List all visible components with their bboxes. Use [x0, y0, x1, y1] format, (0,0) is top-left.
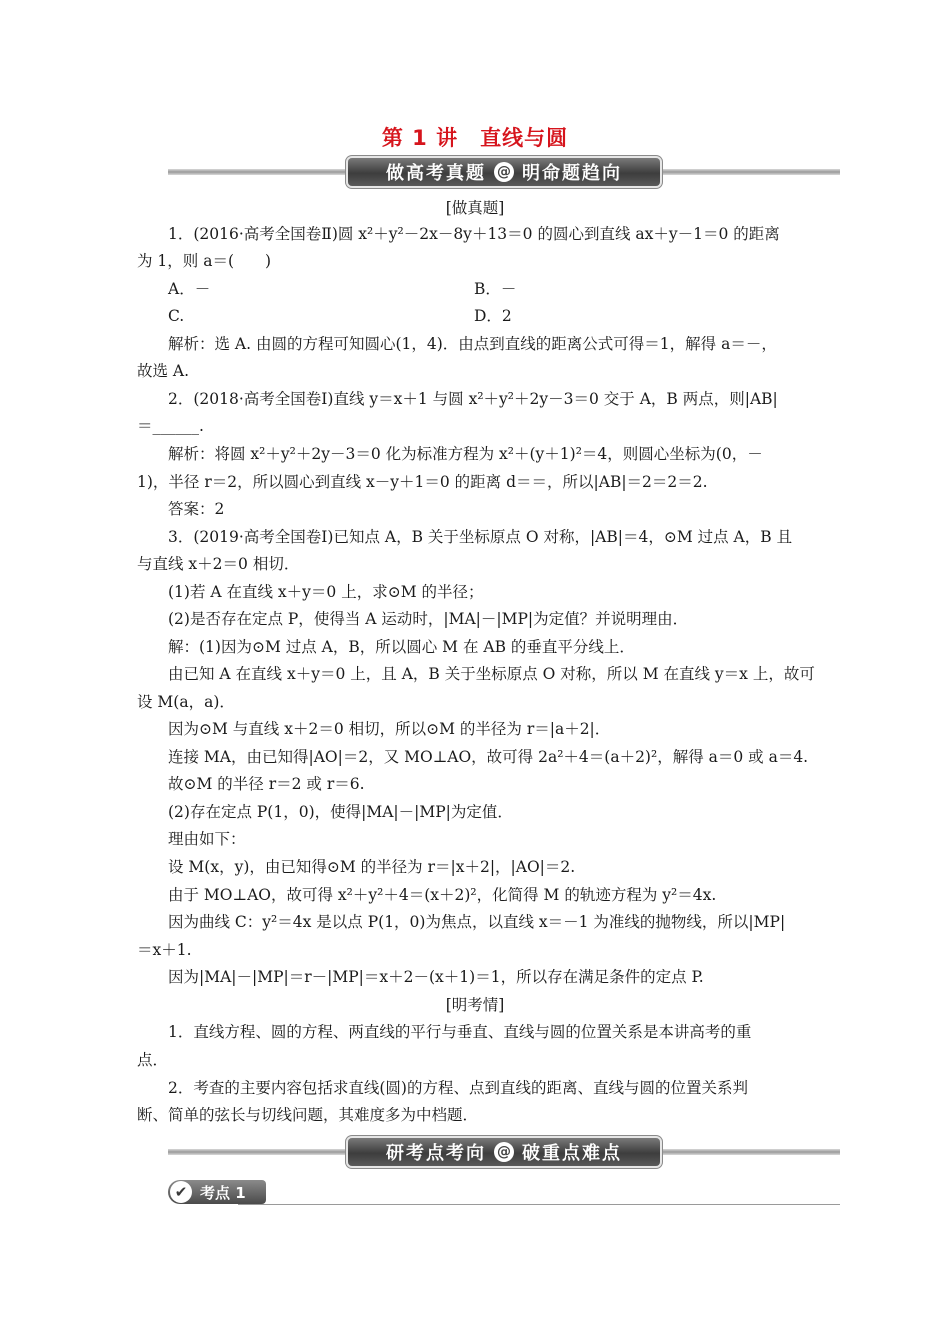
banner-left-text: 做高考真题: [386, 163, 486, 184]
text-line: 故⊙M 的半径 r＝2 或 r＝6.: [168, 775, 365, 793]
text-line: 2．考查的主要内容包括求直线(圆)的方程、点到直线的距离、直线与圆的位置关系判: [168, 1079, 748, 1097]
kaodian-rule: [238, 1204, 840, 1205]
text-line: (2)存在定点 P(1，0)，使得|MA|－|MP|为定值．: [168, 803, 513, 821]
text-line: 故选 A.: [137, 362, 190, 380]
text-line: 连接 MA，由已知得|AO|＝2，又 MO⊥AO，故可得 2a²＋4＝(a＋2)²，解得 a＝0 或 a＝4.: [168, 748, 809, 766]
banner-badge: [348, 1138, 660, 1166]
text-line: (2)是否存在定点 P，使得当 A 运动时，|MA|－|MP|为定值？并说明理由．: [168, 610, 689, 628]
text-line: ＝x＋1.: [137, 941, 192, 959]
text-line: 点．: [137, 1051, 169, 1069]
page-title: 第 1 讲 直线与圆: [381, 126, 569, 150]
text-line: 解：(1)因为⊙M 过点 A，B，所以圆心 M 在 AB 的垂直平分线上．: [168, 638, 635, 656]
banner-left-text: 研考点考向: [386, 1143, 486, 1164]
section-heading-zuo: [做真题]: [445, 199, 505, 217]
text-line: (1)若 A 在直线 x＋y＝0 上，求⊙M 的半径；: [168, 583, 484, 601]
option-b: B．－: [474, 280, 517, 298]
text-line: 设 M(x，y)，由已知得⊙M 的半径为 r＝|x＋2|，|AO|＝2.: [168, 858, 576, 876]
section-heading-ming: [明考情]: [445, 996, 505, 1014]
text-line: 为 1，则 a＝( ): [137, 252, 272, 270]
text-line: 1．直线方程、圆的方程、两直线的平行与垂直、直线与圆的位置关系是本讲高考的重: [168, 1023, 752, 1041]
kaodian-heading: [168, 1180, 840, 1206]
text-line: 由于 MO⊥AO，故可得 x²＋y²＋4＝(x＋2)²，化简得 M 的轨迹方程为 y²＝4x.: [168, 886, 717, 904]
text-line: 解析：选 A. 由圆的方程可知圆心(1，4)．由点到直线的距离公式可得＝1，解得 a＝－，: [168, 335, 777, 353]
kaodian-label: 考点 1: [200, 1184, 246, 1202]
option-c: C.: [168, 307, 185, 325]
option-d: D．2: [474, 307, 512, 325]
check-icon: ✔: [170, 1181, 192, 1203]
text-line: 理由如下：: [168, 830, 246, 848]
text-line: 设 M(a，a)．: [137, 693, 235, 711]
text-line: ＝______.: [137, 417, 204, 435]
text-line: 解析：将圆 x²＋y²＋2y－3＝0 化为标准方程为 x²＋(y＋1)²＝4，则圆心坐标为(0，－: [168, 445, 763, 463]
text-line: 1．(2016·高考全国卷Ⅱ)圆 x²＋y²－2x－8y＋13＝0 的圆心到直线 ax＋y－1＝0 的距离: [168, 225, 780, 243]
text-line: 断、简单的弦长与切线问题，其难度多为中档题．: [137, 1106, 479, 1124]
section-banner-bottom: [168, 1138, 840, 1166]
section-banner-top: [168, 158, 840, 186]
text-line: 因为⊙M 与直线 x＋2＝0 相切，所以⊙M 的半径为 r＝|a＋2|．: [168, 720, 611, 738]
text-line: 由已知 A 在直线 x＋y＝0 上，且 A，B 关于坐标原点 O 对称，所以 M 在直线 y＝x 上，故可: [168, 665, 815, 683]
at-circle-icon: @: [494, 1142, 514, 1162]
text-line: 与直线 x＋2＝0 相切．: [137, 555, 300, 573]
text-line: 2．(2018·高考全国卷Ⅰ)直线 y＝x＋1 与圆 x²＋y²＋2y－3＝0 交于 A，B 两点，则|AB|: [168, 390, 778, 408]
banner-right-text: 明命题趋向: [522, 163, 622, 184]
text-line: 因为曲线 C：y²＝4x 是以点 P(1，0)为焦点，以直线 x＝－1 为准线的抛物线，所以|MP|: [168, 913, 786, 931]
text-line: 3．(2019·高考全国卷Ⅰ)已知点 A，B 关于坐标原点 O 对称，|AB|＝4，⊙M 过点 A，B 且: [168, 528, 793, 546]
option-a: A．－: [168, 280, 211, 298]
kaodian-tag: [168, 1180, 266, 1204]
text-line: 因为|MA|－|MP|＝r－|MP|＝x＋2－(x＋1)＝1，所以存在满足条件的定点 P.: [168, 968, 704, 986]
text-line: 1)，半径 r＝2，所以圆心到直线 x－y＋1＝0 的距离 d＝＝，所以|AB|＝2＝2＝2.: [137, 473, 708, 491]
banner-badge: [348, 158, 660, 186]
banner-right-text: 破重点难点: [522, 1143, 622, 1164]
at-circle-icon: @: [494, 162, 514, 182]
text-line: 答案：2: [168, 500, 225, 518]
